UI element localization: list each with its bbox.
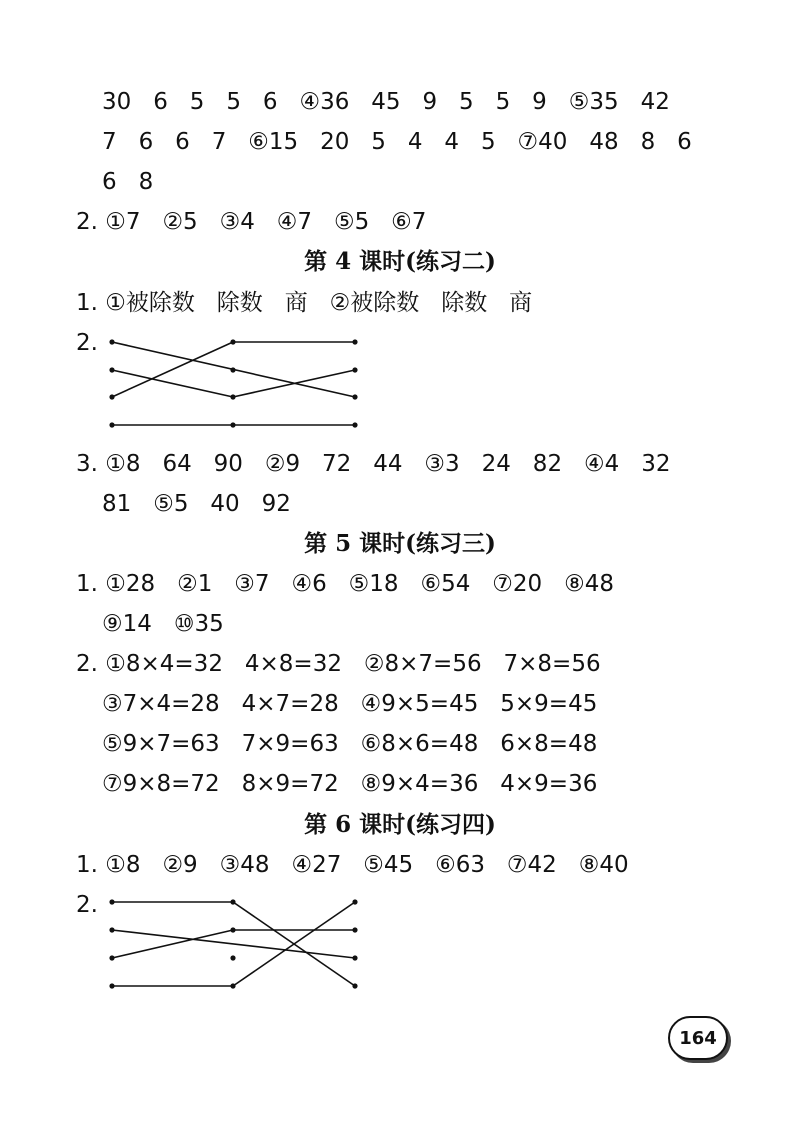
match-dot [109,983,114,988]
lesson-5-q2-line-3: ⑤9×7=63 7×9=63 ⑥8×6=48 6×8=48 [102,731,598,757]
match-dot [352,955,357,960]
answer-line-1: 30 6 5 5 6 ④36 45 9 5 5 9 ⑤35 42 [102,89,670,115]
lesson-4-q1: 1. ①被除数 除数 商 ②被除数 除数 商 [76,290,533,316]
match-dot [352,394,357,399]
lesson-4-q2-label: 2. [76,330,98,356]
lesson-5-q2-line-1: 2. ①8×4=32 4×8=32 ②8×7=56 7×8=56 [76,651,601,677]
match-dot [230,927,235,932]
match-dot [109,927,114,932]
match-dot [230,367,235,372]
match-dot [109,955,114,960]
matching-diagram-2 [100,890,370,995]
match-dot [109,367,114,372]
match-dot [352,983,357,988]
answer-line-2: 7 6 6 7 ⑥15 20 5 4 4 5 ⑦40 48 8 6 [102,129,692,155]
match-dot [230,955,235,960]
lesson-4-q3-line-1: 3. ①8 64 90 ②9 72 44 ③3 24 82 ④4 32 [76,451,671,477]
match-dot [230,394,235,399]
page-number-badge [668,1016,728,1060]
match-dot [230,899,235,904]
answer-line-3: 6 8 [102,169,154,195]
lesson-6-q1: 1. ①8 ②9 ③48 ④27 ⑤45 ⑥63 ⑦42 ⑧40 [76,852,629,878]
match-dot [352,927,357,932]
lesson-4-title: 第 4 课时(练习二) [304,248,496,275]
match-dot [352,339,357,344]
match-line [112,342,233,397]
matching-diagram-1 [100,330,370,435]
match-dot [352,367,357,372]
match-dot [230,983,235,988]
lesson-5-q2-line-4: ⑦9×8=72 8×9=72 ⑧9×4=36 4×9=36 [102,771,598,797]
match-line [112,930,233,958]
match-dot [109,422,114,427]
match-dot [230,422,235,427]
match-dot [109,339,114,344]
page-number: 164 [679,1027,717,1049]
match-dot [352,899,357,904]
lesson-6-q2-label: 2. [76,892,98,918]
lesson-5-q2-line-2: ③7×4=28 4×7=28 ④9×5=45 5×9=45 [102,691,598,717]
lesson-6-title: 第 6 课时(练习四) [304,811,496,838]
match-dot [109,394,114,399]
lesson-4-q3-line-2: 81 ⑤5 40 92 [102,491,291,517]
match-dot [230,339,235,344]
match-line [112,930,355,958]
match-line [112,370,233,397]
lesson-5-title: 第 5 课时(练习三) [304,530,496,557]
lesson-5-q1-line-2: ⑨14 ⑩35 [102,611,224,637]
match-dot [109,899,114,904]
match-dot [352,422,357,427]
lesson-5-q1-line-1: 1. ①28 ②1 ③7 ④6 ⑤18 ⑥54 ⑦20 ⑧48 [76,571,614,597]
answer-line-4: 2. ①7 ②5 ③4 ④7 ⑤5 ⑥7 [76,209,427,235]
